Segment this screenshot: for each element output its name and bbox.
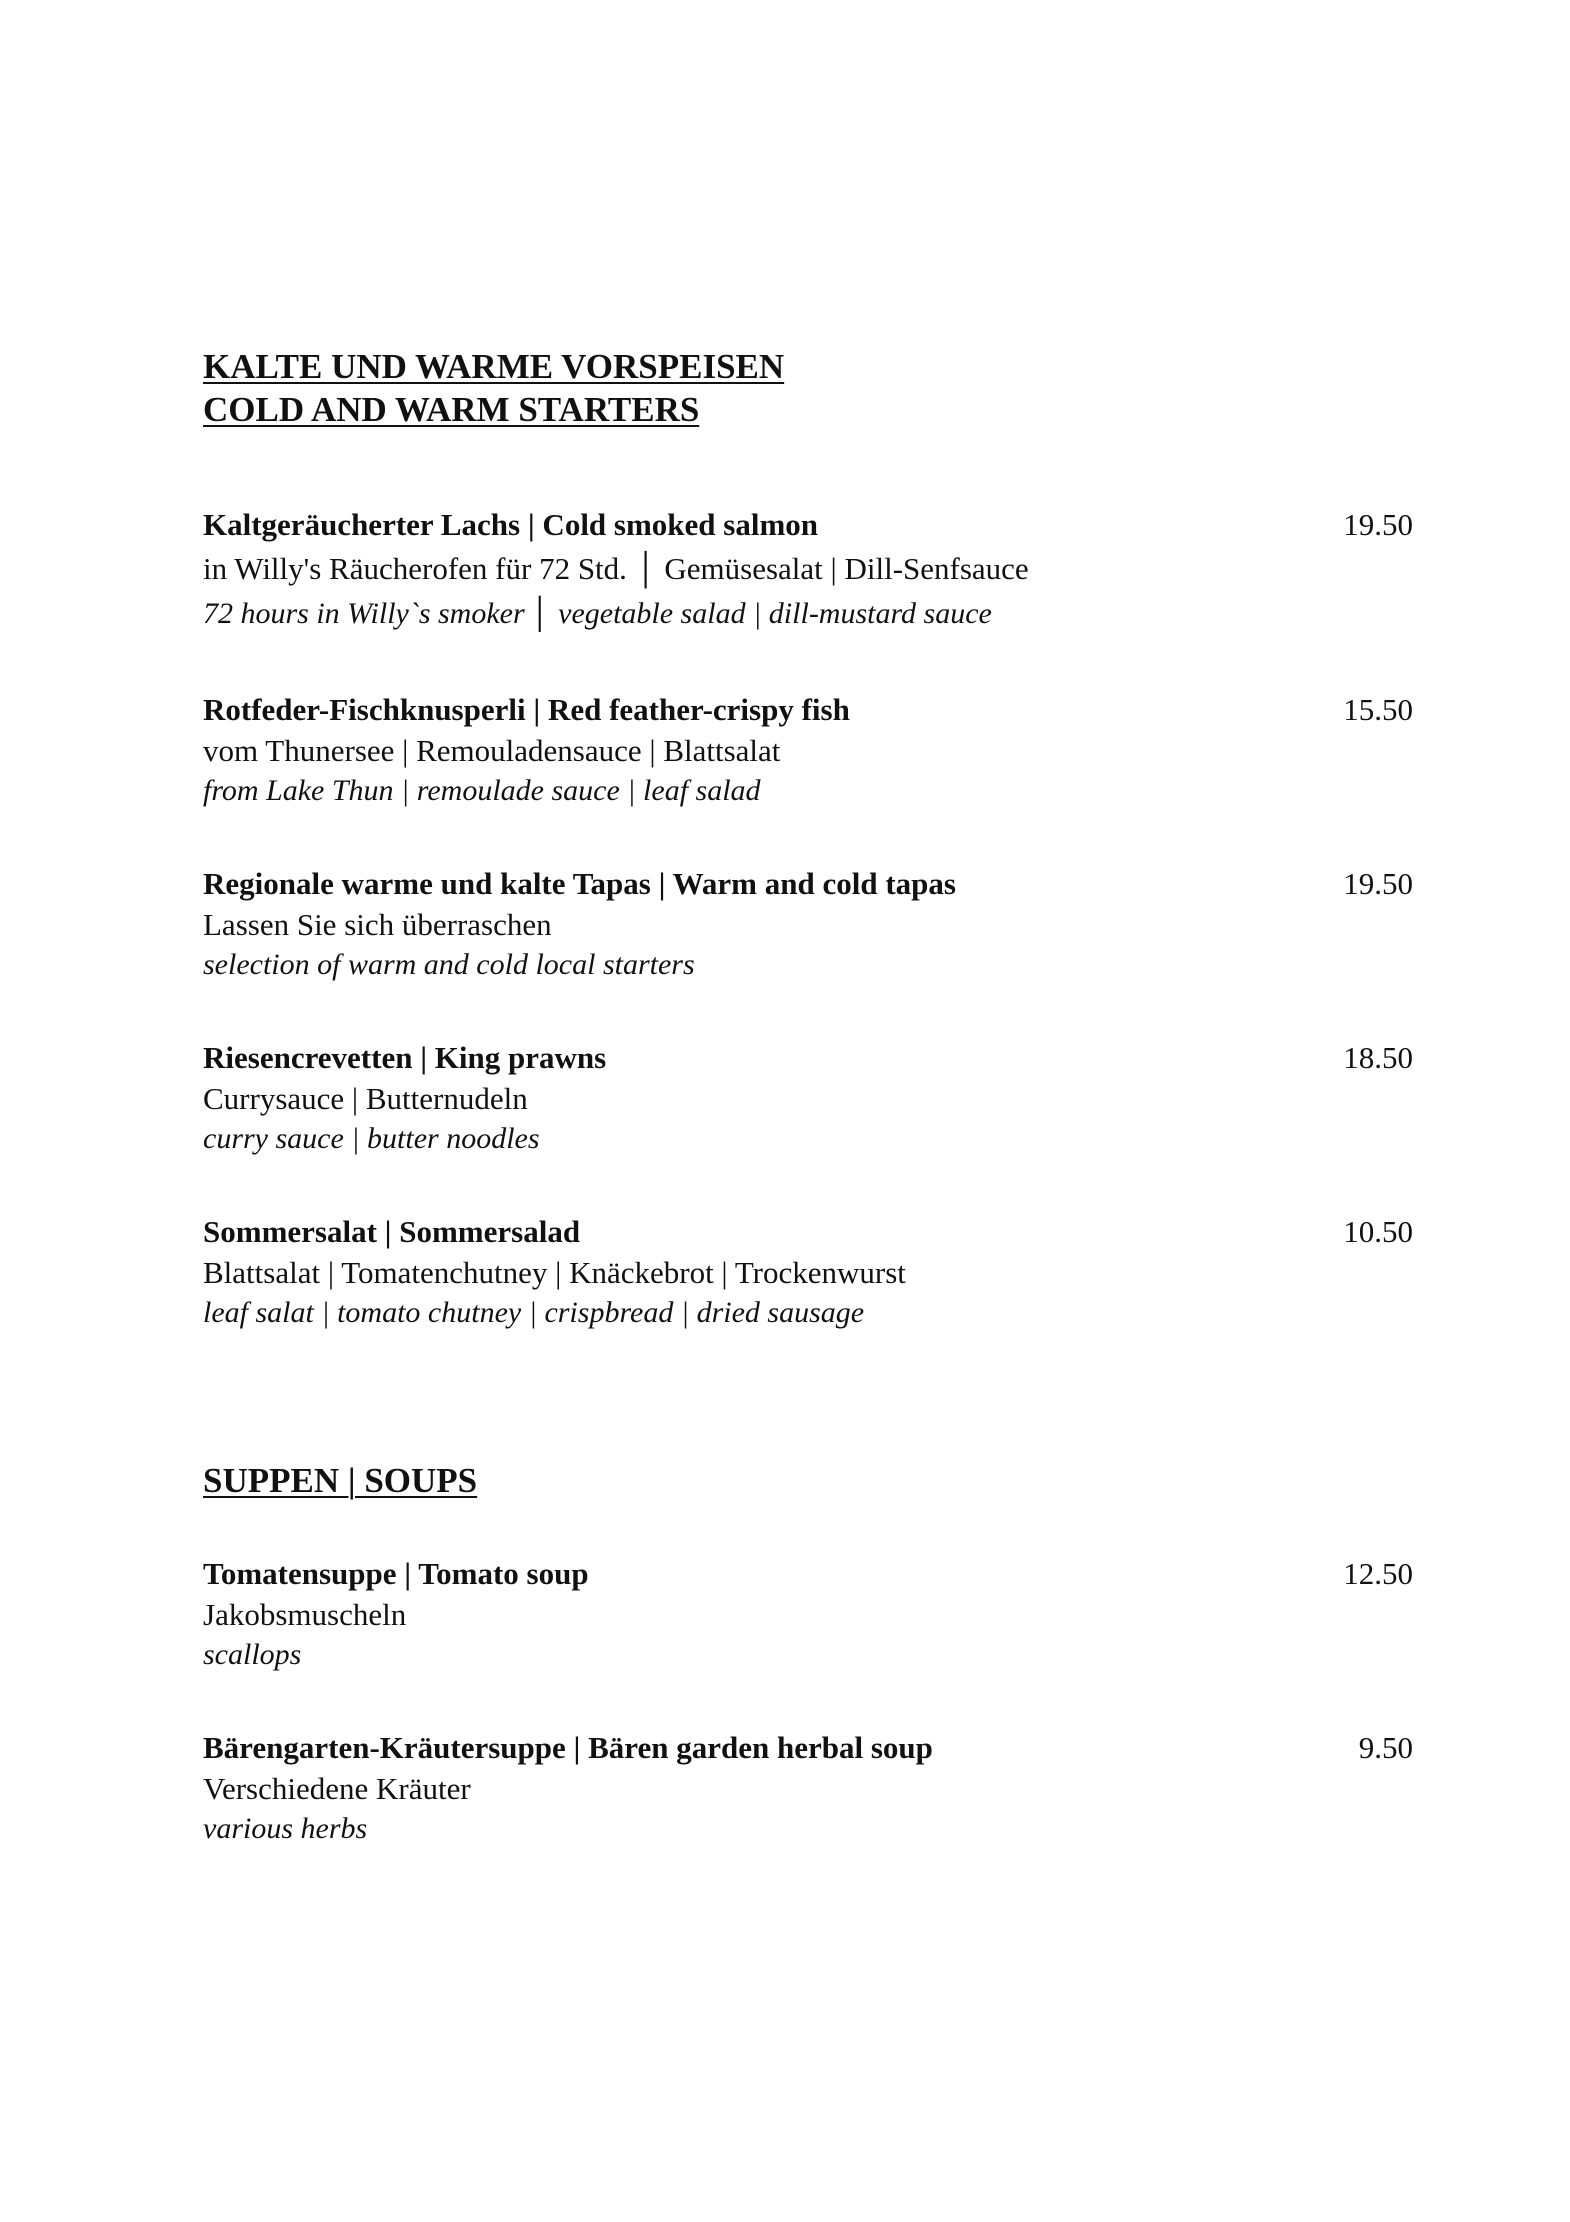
item-price: 12.50	[1343, 1556, 1413, 1591]
menu-item-summer-salad	[203, 1211, 1413, 1333]
item-description-de: Verschiedene Kräuter	[203, 1771, 471, 1806]
menu-item-king-prawns	[203, 1037, 1413, 1159]
menu-item-tomato-soup	[203, 1553, 1413, 1675]
item-title: Riesencrevetten | King prawns	[203, 1040, 607, 1075]
item-title: Rotfeder-Fischknusperli | Red feather-crispy fish	[203, 692, 850, 727]
item-title: Regionale warme und kalte Tapas | Warm and cold tapas	[203, 866, 956, 901]
item-description-en: leaf salat | tomato chutney | crispbread | dried sausage	[203, 1296, 865, 1329]
soups-heading-text: SUPPEN | SOUPS	[203, 1461, 478, 1500]
item-price: 9.50	[1358, 1730, 1413, 1765]
menu-item-crispy-fish	[203, 689, 1413, 811]
item-price: 10.50	[1343, 1214, 1413, 1249]
item-description-de: Currysauce | Butternudeln	[203, 1081, 528, 1116]
item-description-en: selection of warm and cold local starters	[203, 948, 695, 981]
starters-heading	[203, 345, 784, 431]
item-price: 19.50	[1343, 507, 1413, 542]
item-title: Tomatensuppe | Tomato soup	[203, 1556, 589, 1591]
starters-heading-de: KALTE UND WARME VORSPEISEN	[203, 347, 785, 386]
item-price: 15.50	[1343, 692, 1413, 727]
item-price: 19.50	[1343, 866, 1413, 901]
item-description-de: vom Thunersee | Remouladensauce | Blattsalat	[203, 733, 781, 768]
item-description-en: various herbs	[203, 1812, 368, 1845]
item-description-en: 72 hours in Willy`s smoker │ vegetable salad | dill-mustard sauce	[203, 597, 992, 630]
item-description-en: curry sauce | butter noodles	[203, 1122, 540, 1155]
item-description-de: Blattsalat | Tomatenchutney | Knäckebrot | Trockenwurst	[203, 1255, 906, 1290]
starters-heading-en: COLD AND WARM STARTERS	[203, 390, 700, 429]
menu-item-herbal-soup	[203, 1727, 1413, 1849]
item-title: Sommersalat | Sommersalad	[203, 1214, 581, 1249]
item-description-en: scallops	[203, 1638, 302, 1671]
item-description-de: in Willy's Räucherofen für 72 Std. │ Gemüsesalat | Dill-Senfsauce	[203, 551, 1029, 586]
item-description-en: from Lake Thun | remoulade sauce | leaf salad	[203, 774, 761, 807]
soups-heading	[203, 1459, 477, 1502]
item-price: 18.50	[1343, 1040, 1413, 1075]
menu-item-tapas	[203, 863, 1413, 985]
item-description-de: Jakobsmuscheln	[203, 1597, 407, 1632]
menu-item-cold-smoked-salmon	[203, 504, 1413, 636]
item-title: Kaltgeräucherter Lachs | Cold smoked salmon	[203, 507, 819, 542]
item-title: Bärengarten-Kräutersuppe | Bären garden herbal soup	[203, 1730, 933, 1765]
item-description-de: Lassen Sie sich überraschen	[203, 907, 552, 942]
